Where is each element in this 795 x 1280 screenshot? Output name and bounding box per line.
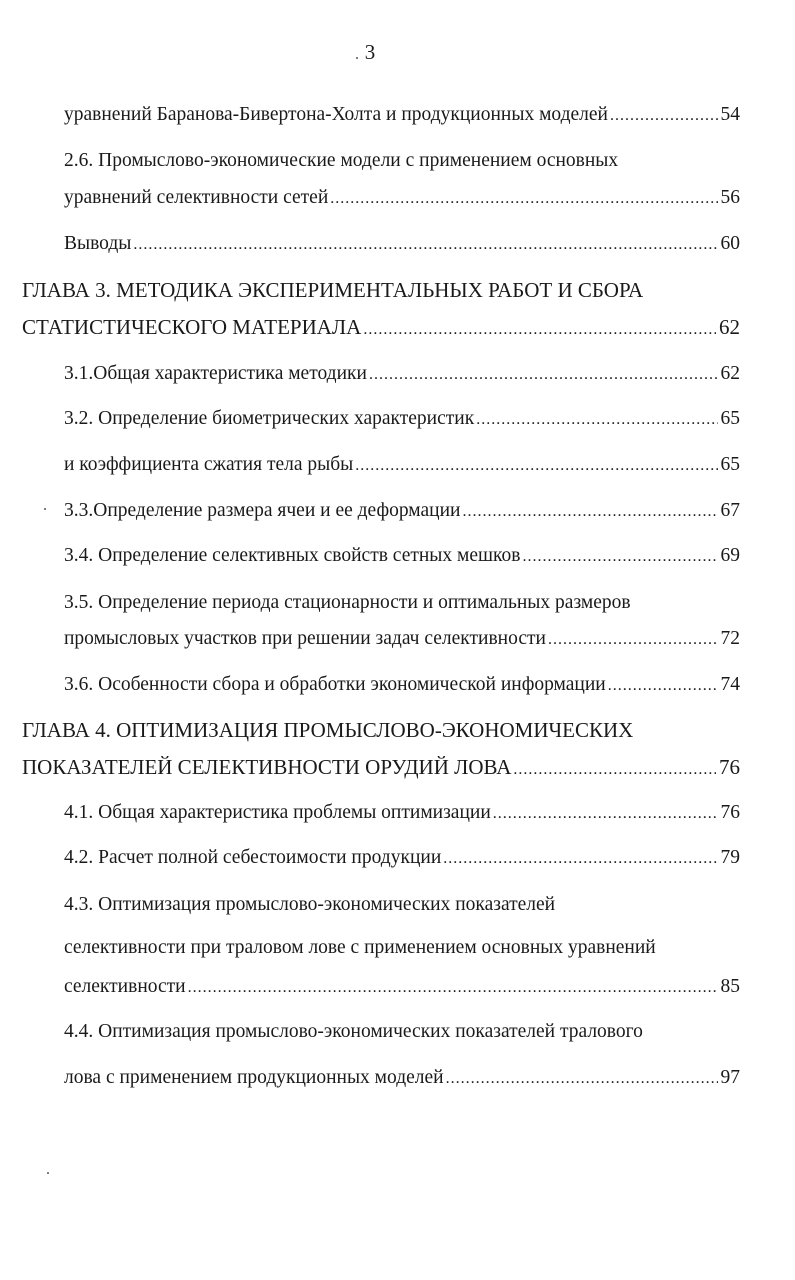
toc-entry-text: 3.4. Определение селективных свойств сетных мешков [64, 545, 521, 566]
toc-entry [64, 890, 740, 920]
toc-page-number: 79 [720, 847, 740, 868]
scan-speck [47, 1172, 49, 1174]
toc-entry-text: 3.1.Общая характеристика методики [64, 363, 367, 384]
dot-leader [476, 405, 717, 435]
toc-entry-text: уравнений селективности сетей [64, 187, 329, 208]
toc-entry [64, 404, 740, 434]
toc-entry-text: 3.5. Определение периода стационарности и оптимальных размеров [64, 592, 631, 613]
toc-entry [64, 1063, 740, 1093]
toc-entry [64, 933, 740, 963]
toc-entry-text: промысловых участков при решении задач селективности [64, 628, 546, 649]
toc-entry-text: 4.4. Оптимизация промыслово-экономических показателей тралового [64, 1021, 643, 1042]
toc-entry [64, 1017, 740, 1047]
toc-entry [64, 229, 740, 259]
dot-leader [513, 755, 716, 785]
toc-page-number: 62 [719, 315, 740, 339]
toc-chapter [22, 752, 740, 782]
toc-entry-text: 3.3.Определение размера ячеи и ее деформации [64, 500, 461, 521]
toc-entry [64, 359, 740, 389]
toc-entry-text: лова с применением продукционных моделей [64, 1067, 444, 1088]
toc-entry [64, 183, 740, 213]
toc-page-number: 97 [720, 1067, 740, 1088]
toc-entry-text: 4.2. Расчет полной себестоимости продукции [64, 847, 442, 868]
toc-chapter-text: ГЛАВА 3. МЕТОДИКА ЭКСПЕРИМЕНТАЛЬНЫХ РАБОТ И СБОРА [22, 278, 644, 302]
toc-entry-text: уравнений Баранова-Бивертона-Холта и продукционных моделей [64, 104, 608, 125]
toc-entry [64, 670, 740, 700]
toc-page-number: 72 [720, 628, 740, 649]
toc-chapter [22, 715, 740, 745]
toc-entry-text: 4.1. Общая характеристика проблемы оптимизации [64, 802, 491, 823]
toc-page-number: 62 [720, 363, 740, 384]
dot-leader [462, 497, 717, 527]
toc-page-number: 69 [720, 545, 740, 566]
toc-entry [64, 541, 740, 571]
dot-leader [493, 799, 718, 829]
toc-page-number: 60 [720, 233, 740, 254]
toc-page-number: 67 [720, 500, 740, 521]
dot-leader [355, 451, 717, 481]
toc-entry [64, 496, 740, 526]
dot-leader [608, 671, 718, 701]
toc-entry-text: селективности [64, 976, 186, 997]
toc-chapter-text: ПОКАЗАТЕЛЕЙ СЕЛЕКТИВНОСТИ ОРУДИЙ ЛОВА [22, 755, 512, 779]
dot-leader [610, 101, 718, 131]
scan-speck [356, 57, 358, 59]
toc-entry [64, 100, 740, 130]
toc-chapter [22, 312, 740, 342]
dot-leader [443, 844, 717, 874]
toc-entry-text: селективности при траловом лове с применением основных уравнений [64, 937, 656, 958]
toc-entry-text: и коэффициента сжатия тела рыбы [64, 454, 354, 475]
toc-page-number: 76 [720, 802, 740, 823]
toc-entry [64, 146, 740, 176]
toc-chapter-text: СТАТИСТИЧЕСКОГО МАТЕРИАЛА [22, 315, 362, 339]
toc-page-number: 56 [720, 187, 740, 208]
toc-entry-text: 3.2. Определение биометрических характеристик [64, 408, 475, 429]
toc-page-number: 76 [719, 755, 740, 779]
toc-entry [64, 450, 740, 480]
toc-entry [64, 588, 740, 618]
dot-leader [446, 1064, 718, 1094]
toc-entry [64, 972, 740, 1002]
toc-entry-text: 4.3. Оптимизация промыслово-экономических показателей [64, 894, 556, 915]
toc-page-number: 74 [720, 674, 740, 695]
toc-page-number: 54 [720, 104, 740, 125]
dot-leader [523, 542, 718, 572]
toc-page-number: 85 [720, 976, 740, 997]
page-number: 3 [364, 40, 376, 64]
toc-entry-text: Выводы [64, 233, 132, 254]
dot-leader [330, 184, 717, 214]
dot-leader [188, 973, 718, 1003]
toc-entry [64, 624, 740, 654]
toc-entry-text: 3.6. Особенности сбора и обработки экономической информации [64, 674, 606, 695]
dot-leader [133, 230, 717, 260]
scan-speck [44, 508, 46, 510]
dot-leader [363, 315, 716, 345]
dot-leader [369, 360, 718, 390]
toc-entry [64, 843, 740, 873]
toc-page-number: 65 [720, 408, 740, 429]
toc-entry [64, 798, 740, 828]
toc-page-number: 65 [720, 454, 740, 475]
toc-chapter [22, 275, 740, 305]
dot-leader [548, 625, 718, 655]
toc-chapter-text: ГЛАВА 4. ОПТИМИЗАЦИЯ ПРОМЫСЛОВО-ЭКОНОМИЧЕСКИХ [22, 718, 634, 742]
toc-entry-text: 2.6. Промыслово-экономические модели с применением основных [64, 150, 619, 171]
